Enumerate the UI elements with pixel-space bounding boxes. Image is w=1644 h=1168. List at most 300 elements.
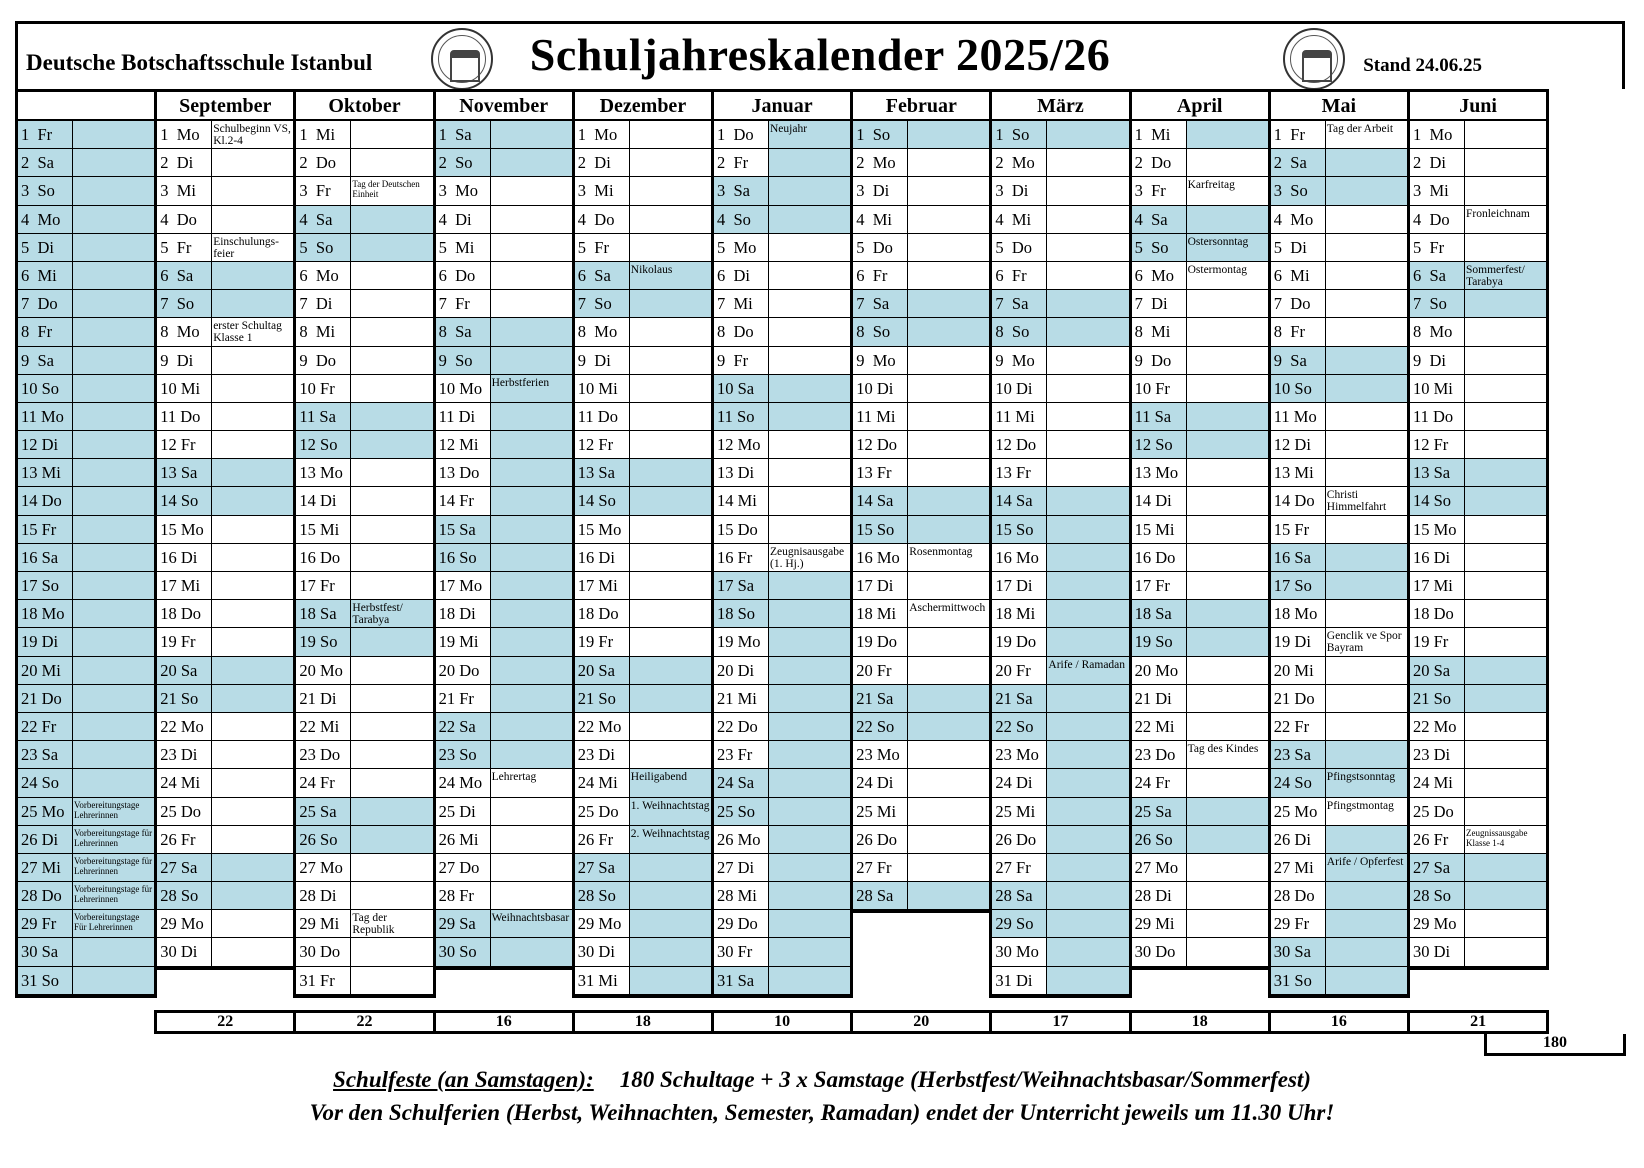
day-label: 18 Di <box>438 604 476 624</box>
day-label: 19 Fr <box>577 632 614 652</box>
day-row <box>296 798 432 826</box>
day-label: 11 Mi <box>995 406 1035 426</box>
day-row <box>714 769 850 797</box>
day-label: 30 Do <box>299 942 341 962</box>
day-row <box>436 628 572 656</box>
day-label: 24 Mo <box>438 773 483 793</box>
day-row <box>714 375 850 403</box>
day-row <box>853 149 989 177</box>
day-label: 18 Mi <box>856 604 897 624</box>
month-name: Mai <box>1271 92 1407 121</box>
day-row <box>575 347 711 375</box>
day-label: 22 Mo <box>1413 716 1457 736</box>
day-label: 1 Mo <box>160 125 200 144</box>
day-row <box>992 318 1128 346</box>
day-row <box>853 685 989 713</box>
day-event <box>1464 177 1546 204</box>
day-event <box>490 685 572 712</box>
day-label: 17 Fr <box>1134 576 1170 595</box>
day-label: 4 Sa <box>1132 206 1186 233</box>
day-row <box>1271 347 1407 375</box>
day-event: Pfingstsonntag <box>1325 769 1407 796</box>
day-label: 5 Do <box>856 237 893 257</box>
day-event <box>1046 290 1128 317</box>
month-column <box>850 89 992 913</box>
day-row <box>1271 544 1407 572</box>
day-label: 17 So <box>1271 572 1325 599</box>
day-event <box>211 149 293 176</box>
day-event <box>1464 234 1546 261</box>
month-name: Februar <box>853 92 989 121</box>
day-label: 26 So <box>1132 826 1186 853</box>
day-label: 15 Do <box>717 519 758 539</box>
day-row <box>18 685 154 713</box>
day-row <box>853 657 989 685</box>
day-label: 22 Fr <box>18 713 72 740</box>
day-event <box>490 657 572 684</box>
day-row <box>1271 769 1407 797</box>
day-event <box>1464 798 1546 825</box>
day-label: 4 Mo <box>18 206 72 233</box>
day-event <box>211 347 293 374</box>
month-school-days: 16 <box>1268 1010 1410 1034</box>
day-label: 8 Mo <box>1413 322 1453 342</box>
day-event <box>629 967 711 994</box>
day-event <box>1186 628 1268 655</box>
day-label: 12 Mi <box>438 435 479 455</box>
day-event <box>490 572 572 599</box>
day-event: Arife / Opferfest <box>1325 854 1407 881</box>
day-row <box>18 121 154 149</box>
day-label: 12 Di <box>1273 435 1311 455</box>
day-label: 14 Di <box>299 491 337 511</box>
day-row <box>853 290 989 318</box>
day-event <box>907 318 989 345</box>
day-row <box>436 318 572 346</box>
day-label: 31 Sa <box>714 967 768 994</box>
day-event <box>1046 854 1128 881</box>
day-event <box>768 459 850 486</box>
day-label: 26 Do <box>995 829 1037 849</box>
day-label: 18 Do <box>160 604 201 624</box>
day-row <box>1271 318 1407 346</box>
day-event: Tag der Arbeit <box>1325 121 1407 148</box>
day-label: 2 So <box>436 149 490 176</box>
day-event <box>72 967 154 994</box>
day-label: 16 Mo <box>995 547 1039 567</box>
day-row <box>1410 234 1546 262</box>
day-label: 4 Mo <box>1273 209 1314 229</box>
day-event: Tag des Kindes <box>1186 741 1268 768</box>
day-label: 17 Mi <box>160 576 201 595</box>
day-row <box>296 713 432 741</box>
day-label: 31 So <box>18 967 72 994</box>
day-row <box>853 318 989 346</box>
day-row <box>714 713 850 741</box>
day-event <box>907 121 989 148</box>
day-row <box>992 149 1128 177</box>
day-event <box>907 713 989 740</box>
day-row <box>714 600 850 628</box>
day-label: 22 Mi <box>299 716 340 736</box>
day-event <box>1325 262 1407 289</box>
day-label: 5 Fr <box>1413 237 1445 257</box>
day-row <box>436 685 572 713</box>
day-row <box>1410 290 1546 318</box>
day-label: 7 So <box>157 290 211 317</box>
day-label: 6 Mo <box>1134 265 1175 285</box>
day-event <box>211 882 293 909</box>
day-event <box>72 177 154 204</box>
day-event <box>211 600 293 627</box>
day-row <box>575 882 711 910</box>
day-row <box>575 121 711 149</box>
day-row <box>714 854 850 882</box>
day-row <box>1271 938 1407 966</box>
month-school-days: 20 <box>850 1010 992 1034</box>
month-name: Januar <box>714 92 850 121</box>
day-event <box>1046 741 1128 768</box>
day-event <box>768 685 850 712</box>
day-row <box>714 826 850 854</box>
day-label: 16 Sa <box>1271 544 1325 571</box>
day-event: Christi Himmelfahrt <box>1325 487 1407 514</box>
day-row <box>18 206 154 234</box>
day-label: 19 Di <box>1273 632 1311 652</box>
day-row <box>575 375 711 403</box>
day-label: 28 Sa <box>853 882 907 909</box>
day-label: 18 Mo <box>1273 604 1318 624</box>
day-label: 10 Di <box>856 378 894 398</box>
day-label: 23 Di <box>160 745 198 765</box>
school-name: Deutsche Botschaftsschule Istanbul <box>26 50 373 75</box>
day-event <box>1186 826 1268 853</box>
day-event <box>629 685 711 712</box>
day-row <box>575 938 711 966</box>
day-label: 6 Fr <box>995 265 1027 285</box>
day-row <box>157 516 293 544</box>
day-row <box>1410 882 1546 910</box>
day-event <box>1325 459 1407 486</box>
day-row <box>157 347 293 375</box>
day-row <box>575 572 711 600</box>
day-row <box>853 769 989 797</box>
day-row <box>157 938 293 966</box>
day-label: 11 So <box>714 403 768 430</box>
day-event: 2. Weihnachtstag <box>629 826 711 853</box>
day-label: 15 So <box>992 516 1046 543</box>
day-event <box>350 544 432 571</box>
day-label: 17 Di <box>856 576 894 595</box>
day-row <box>714 572 850 600</box>
day-event <box>1325 657 1407 684</box>
day-row <box>296 600 432 628</box>
day-label: 22 So <box>992 713 1046 740</box>
day-label: 29 Mo <box>1413 914 1457 934</box>
day-event <box>1186 375 1268 402</box>
day-label: 19 Mi <box>438 632 479 652</box>
day-event: Einschulungs-feier <box>211 234 293 261</box>
day-row <box>18 149 154 177</box>
day-row <box>1271 149 1407 177</box>
day-row <box>436 713 572 741</box>
day-label: 8 Mo <box>160 322 200 342</box>
day-event <box>72 149 154 176</box>
day-row <box>157 149 293 177</box>
day-row <box>296 459 432 487</box>
day-event <box>629 600 711 627</box>
day-label: 20 Sa <box>575 657 629 684</box>
day-event <box>350 938 432 965</box>
day-row <box>853 262 989 290</box>
day-label: 2 Mo <box>995 153 1035 173</box>
day-event <box>1325 290 1407 317</box>
day-event <box>1325 177 1407 204</box>
day-label: 21 Do <box>1273 688 1315 708</box>
day-row <box>992 262 1128 290</box>
day-row <box>157 798 293 826</box>
day-label: 8 So <box>853 318 907 345</box>
day-row <box>436 262 572 290</box>
day-event <box>350 234 432 261</box>
day-label: 1 So <box>992 121 1046 148</box>
day-label: 27 Sa <box>1410 854 1464 881</box>
day-row <box>853 121 989 149</box>
day-event <box>1325 600 1407 627</box>
day-label: 9 So <box>436 347 490 374</box>
day-event <box>1325 938 1407 965</box>
day-event <box>1464 403 1546 430</box>
day-label: 2 Do <box>299 153 337 173</box>
day-row <box>714 459 850 487</box>
day-label: 22 Sa <box>436 713 490 740</box>
day-event <box>1325 572 1407 599</box>
day-event <box>490 121 572 148</box>
month-school-days: 16 <box>433 1010 575 1034</box>
day-event <box>629 347 711 374</box>
day-event <box>350 854 432 881</box>
day-label: 6 Sa <box>157 262 211 289</box>
day-row <box>296 882 432 910</box>
day-event <box>490 206 572 233</box>
day-row <box>436 910 572 938</box>
day-row <box>992 206 1128 234</box>
day-event <box>490 544 572 571</box>
day-event <box>768 882 850 909</box>
day-row <box>296 177 432 205</box>
day-row <box>1271 882 1407 910</box>
day-row <box>18 516 154 544</box>
day-label: 5 Fr <box>160 237 192 257</box>
day-label: 18 Do <box>1413 604 1454 624</box>
day-label: 7 Do <box>1273 294 1311 314</box>
day-row <box>575 910 711 938</box>
day-row <box>1132 347 1268 375</box>
day-event <box>350 290 432 317</box>
day-row <box>18 262 154 290</box>
day-event <box>1186 713 1268 740</box>
day-label: 1 Sa <box>436 121 490 148</box>
day-row <box>436 206 572 234</box>
day-event <box>1046 572 1128 599</box>
day-label: 26 So <box>296 826 350 853</box>
day-event <box>1325 431 1407 458</box>
day-event <box>907 347 989 374</box>
day-row <box>1132 938 1268 966</box>
day-row <box>992 910 1128 938</box>
day-label: 19 Mo <box>717 632 761 652</box>
day-row <box>714 967 850 995</box>
day-event <box>72 628 154 655</box>
day-event <box>211 798 293 825</box>
day-event <box>629 628 711 655</box>
day-label: 7 Sa <box>992 290 1046 317</box>
day-event: Herbstferien <box>490 375 572 402</box>
day-event <box>1464 459 1546 486</box>
day-event <box>1325 685 1407 712</box>
day-event <box>1186 798 1268 825</box>
day-event <box>1046 544 1128 571</box>
day-row <box>1410 121 1546 149</box>
day-label: 16 Di <box>160 547 198 567</box>
day-label: 21 Do <box>18 685 72 712</box>
day-event <box>1046 177 1128 204</box>
day-event <box>768 403 850 430</box>
day-row <box>714 347 850 375</box>
day-event <box>350 685 432 712</box>
day-event <box>72 938 154 965</box>
day-label: 20 Mi <box>18 657 72 684</box>
day-event: Vorbereitungstage für Lehrerinnen <box>72 854 154 881</box>
day-row <box>1410 375 1546 403</box>
day-row <box>1271 234 1407 262</box>
day-event <box>768 177 850 204</box>
day-label: 30 Do <box>1134 942 1176 962</box>
day-row <box>575 967 711 995</box>
day-label: 16 Mo <box>856 547 900 567</box>
day-row <box>296 149 432 177</box>
day-label: 24 Di <box>995 773 1033 793</box>
day-event <box>490 177 572 204</box>
day-event: Vorbereitungstage Für Lehrerinnen <box>72 910 154 937</box>
day-label: 24 So <box>1271 769 1325 796</box>
day-row <box>1410 741 1546 769</box>
day-row <box>436 600 572 628</box>
day-label: 9 Mo <box>995 350 1035 370</box>
day-row <box>1271 290 1407 318</box>
day-event <box>490 318 572 345</box>
day-label: 10 Sa <box>714 375 768 402</box>
day-row <box>853 459 989 487</box>
day-event <box>490 403 572 430</box>
day-event: Sommerfest/ Tarabya <box>1464 262 1546 289</box>
day-event <box>211 741 293 768</box>
day-label: 24 Fr <box>1134 773 1170 793</box>
footer-line-2: Vor den Schulferien (Herbst, Weihnachten, Semester, Ramadan) endet der Unterricht jeweils um 11.30 Uhr! <box>309 1100 1335 1125</box>
day-label: 22 So <box>853 713 907 740</box>
day-label: 21 So <box>157 685 211 712</box>
day-event: erster Schultag Klasse 1 <box>211 318 293 345</box>
day-event: Fronleichnam <box>1464 206 1546 233</box>
day-row <box>575 544 711 572</box>
day-label: 20 Sa <box>1410 657 1464 684</box>
day-event <box>768 516 850 543</box>
day-row <box>18 882 154 910</box>
footer-text-1: 180 Schultage + 3 x Samstage (Herbstfest/Weihnachtsbasar/Sommerfest) <box>619 1067 1311 1092</box>
day-row <box>575 177 711 205</box>
day-label: 21 So <box>1410 685 1464 712</box>
day-row <box>575 403 711 431</box>
day-event <box>907 290 989 317</box>
day-label: 8 So <box>992 318 1046 345</box>
day-event <box>1186 544 1268 571</box>
day-event <box>1186 431 1268 458</box>
day-label: 11 Sa <box>1132 403 1186 430</box>
day-row <box>853 375 989 403</box>
day-label: 1 So <box>853 121 907 148</box>
day-row <box>18 741 154 769</box>
day-row <box>1410 600 1546 628</box>
day-row <box>296 938 432 966</box>
day-label: 27 Sa <box>575 854 629 881</box>
day-event <box>1464 318 1546 345</box>
day-row <box>436 347 572 375</box>
day-row <box>1410 628 1546 656</box>
day-label: 28 Di <box>299 886 337 906</box>
day-row <box>1410 516 1546 544</box>
day-event <box>211 910 293 937</box>
day-row <box>575 769 711 797</box>
day-row <box>853 487 989 515</box>
day-row <box>575 798 711 826</box>
day-event <box>490 798 572 825</box>
day-row <box>992 487 1128 515</box>
day-row <box>714 262 850 290</box>
version-date: Stand 24.06.25 <box>1363 55 1482 76</box>
day-label: 14 Sa <box>992 487 1046 514</box>
day-row <box>575 713 711 741</box>
day-row <box>575 234 711 262</box>
day-row <box>1410 318 1546 346</box>
day-row <box>1271 516 1407 544</box>
day-row <box>1410 657 1546 685</box>
day-label: 16 Fr <box>717 547 753 567</box>
day-event <box>1046 487 1128 514</box>
day-label: 4 So <box>714 206 768 233</box>
day-label: 5 So <box>296 234 350 261</box>
day-row <box>714 431 850 459</box>
day-label: 2 Sa <box>1271 149 1325 176</box>
day-label: 31 Di <box>995 970 1033 990</box>
day-label: 26 Fr <box>160 829 196 849</box>
day-label: 6 Fr <box>856 265 888 285</box>
day-event <box>1464 290 1546 317</box>
day-row <box>992 713 1128 741</box>
day-label: 3 Di <box>856 181 890 201</box>
day-row <box>853 431 989 459</box>
day-row <box>18 544 154 572</box>
day-label: 10 Fr <box>299 378 335 398</box>
day-row <box>853 206 989 234</box>
day-label: 28 Sa <box>992 882 1046 909</box>
day-label: 23 So <box>436 741 490 768</box>
day-row <box>436 657 572 685</box>
day-event <box>350 882 432 909</box>
day-row <box>575 431 711 459</box>
day-label: 6 Sa <box>575 262 629 289</box>
day-event <box>1325 375 1407 402</box>
day-event <box>907 177 989 204</box>
